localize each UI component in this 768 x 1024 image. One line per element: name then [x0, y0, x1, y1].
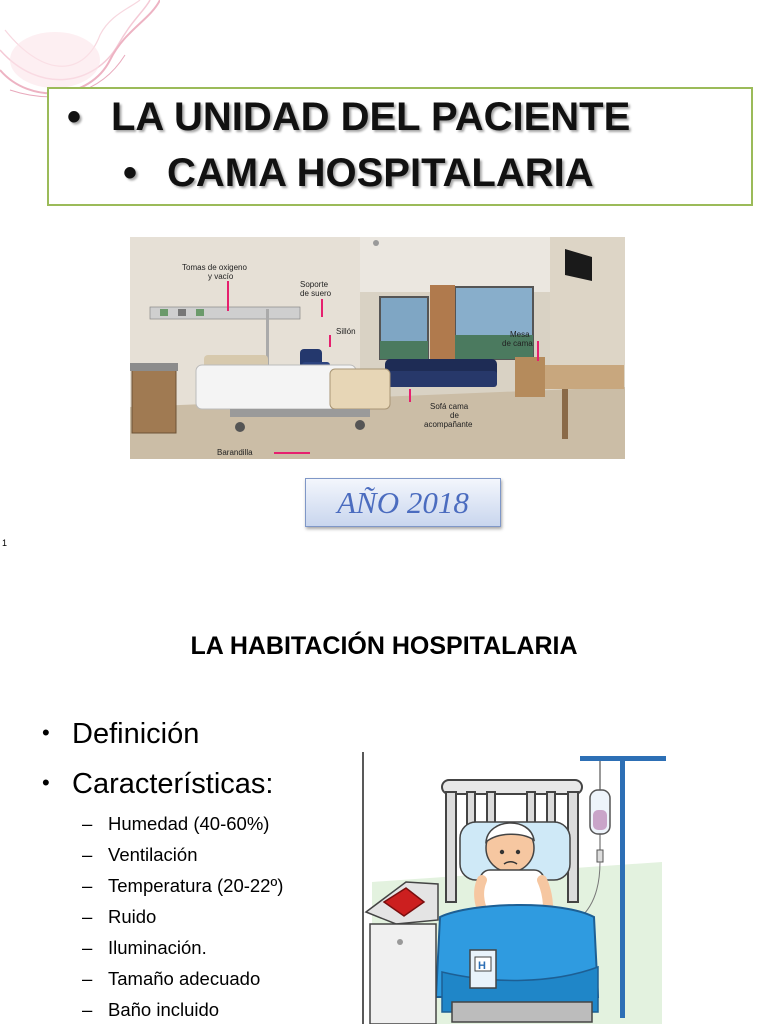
title-line-2: • CAMA HOSPITALARIA	[123, 151, 594, 195]
list-item: – Iluminación.	[82, 937, 207, 958]
bullet-characteristics: • Características:	[42, 768, 274, 800]
list-item: – Baño incluido	[82, 999, 220, 1020]
bullet-icon: •	[67, 95, 82, 139]
year-text: AÑO 2018	[337, 484, 469, 520]
title-box	[47, 87, 753, 206]
list-item: – Tamaño adecuado	[82, 968, 261, 989]
label-oxygen-line-2: y vacío	[208, 272, 234, 281]
bullet-icon: •	[42, 720, 50, 745]
label-sofa-line-2: de	[450, 411, 459, 420]
patient-bed-illustration	[362, 752, 672, 1024]
label-sofa-line-3: acompañante	[424, 420, 473, 429]
bullet-definition: • Definición	[42, 718, 200, 750]
slide2-title: LA HABITACIÓN HOSPITALARIA	[190, 632, 578, 660]
list-item: – Temperatura (20-22º)	[82, 875, 284, 896]
slide-number: 1	[2, 538, 8, 548]
label-rail: Barandilla	[217, 448, 253, 457]
label-serum-line-1: Soporte	[300, 280, 329, 289]
label-table-line-2: de cama	[502, 339, 533, 348]
bullet-icon: •	[123, 151, 138, 195]
title-line-1: • LA UNIDAD DEL PACIENTE	[67, 95, 631, 139]
label-sofa-line-1: Sofá cama	[430, 402, 469, 411]
list-item: – Ventilación	[82, 844, 198, 865]
year-box	[305, 478, 501, 527]
list-item: – Humedad (40-60%)	[82, 813, 270, 834]
label-armchair: Sillón	[336, 327, 356, 336]
label-serum-line-2: de suero	[300, 289, 332, 298]
hospital-room-photo	[130, 237, 625, 459]
bullet-icon: •	[42, 770, 50, 795]
list-item: – Ruido	[82, 906, 157, 927]
label-table-line-1: Mesa	[510, 330, 530, 339]
h-letter: H	[478, 960, 486, 972]
label-oxygen-line-1: Tomas de oxigeno	[182, 263, 247, 272]
